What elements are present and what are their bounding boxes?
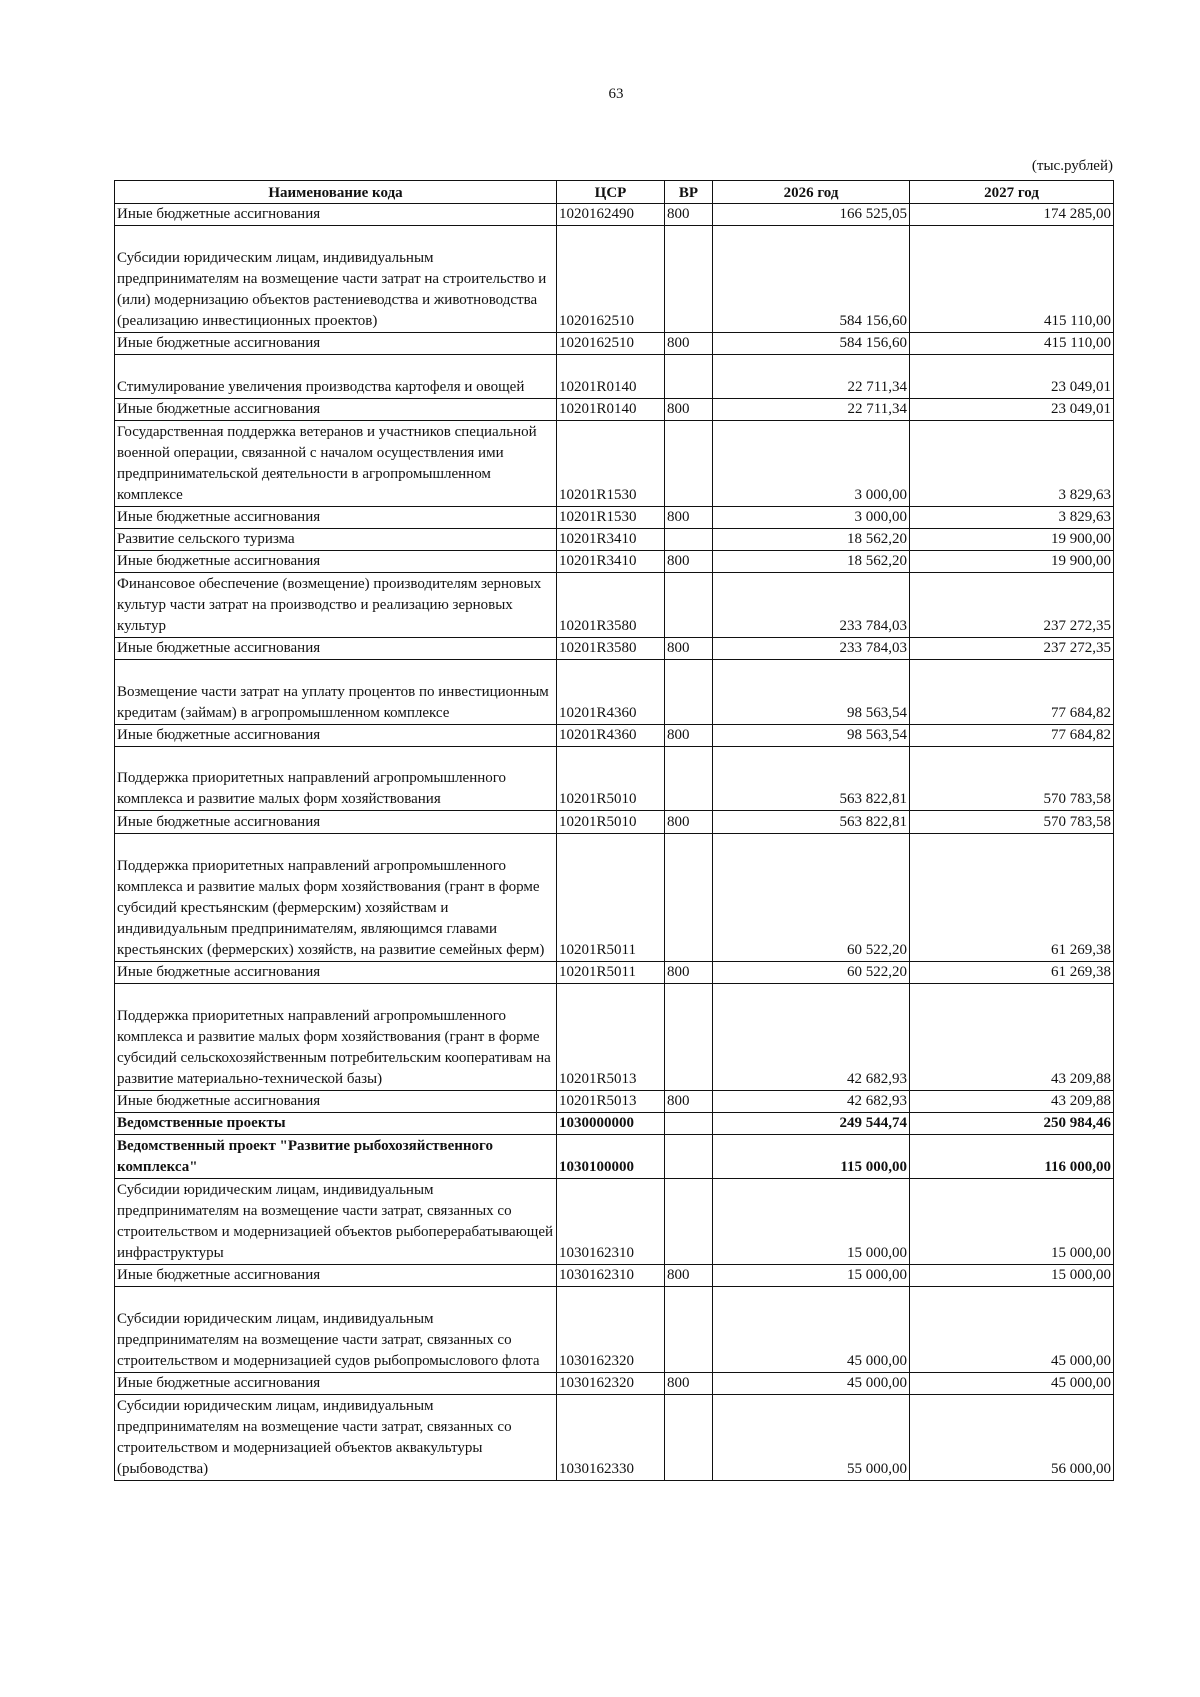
row-2026-cell: 60 522,20 [713, 833, 910, 961]
row-vr-cell: 800 [665, 811, 713, 833]
row-2026-cell: 563 822,81 [713, 746, 910, 811]
table-header-row [115, 181, 1114, 204]
table-row [115, 637, 1114, 659]
row-name-cell: Возмещение части затрат на уплату процентов по инвестиционным кредитам (займам) в агропромышленном комплексе [115, 660, 557, 725]
row-2026-cell: 45 000,00 [713, 1372, 910, 1394]
row-vr-cell: 800 [665, 398, 713, 420]
row-vr-cell [665, 1113, 713, 1135]
row-vr-cell [665, 660, 713, 725]
table-row [115, 333, 1114, 355]
table-row [115, 1286, 1114, 1372]
row-name-cell: Финансовое обеспечение (возмещение) производителям зерновых культур части затрат на производство и реализацию зерновых культур [115, 573, 557, 638]
row-name-cell: Иные бюджетные ассигнования [115, 637, 557, 659]
table-row [115, 1372, 1114, 1394]
row-name-cell: Поддержка приоритетных направлений агропромышленного комплекса и развитие малых форм хозяйствования (грант в форме субсидий крестьянским (фермерским) хозяйствам и индивидуальным предпринимателям, являющимся главами крестьянских (фермерских) хозяйств, на развитие семейных ферм) [115, 833, 557, 961]
table-row [115, 355, 1114, 398]
table-row [115, 1113, 1114, 1135]
row-2027-cell: 19 900,00 [910, 528, 1114, 550]
row-vr-cell: 800 [665, 724, 713, 746]
row-csr-cell: 10201R5013 [557, 1091, 665, 1113]
row-2027-cell: 77 684,82 [910, 724, 1114, 746]
row-2026-cell: 15 000,00 [713, 1178, 910, 1264]
budget-table [114, 180, 1114, 1481]
table-row [115, 1178, 1114, 1264]
row-name-cell: Иные бюджетные ассигнования [115, 811, 557, 833]
row-vr-cell: 800 [665, 1264, 713, 1286]
row-vr-cell: 800 [665, 1091, 713, 1113]
table-row [115, 961, 1114, 983]
row-csr-cell: 10201R4360 [557, 724, 665, 746]
row-2027-cell: 415 110,00 [910, 226, 1114, 333]
row-name-cell: Иные бюджетные ассигнования [115, 551, 557, 573]
row-2027-cell: 237 272,35 [910, 637, 1114, 659]
row-csr-cell: 1020162510 [557, 333, 665, 355]
table-body [115, 204, 1114, 1481]
row-csr-cell: 10201R0140 [557, 355, 665, 398]
row-vr-cell [665, 1135, 713, 1178]
row-2026-cell: 233 784,03 [713, 573, 910, 638]
row-name-cell: Субсидии юридическим лицам, индивидуальным предпринимателям на возмещение части затрат, связанных со строительством и модернизацией судов рыбопромыслового флота [115, 1286, 557, 1372]
row-csr-cell: 1020162510 [557, 226, 665, 333]
page-number: 63 [608, 86, 624, 102]
row-vr-cell [665, 355, 713, 398]
row-2027-cell: 23 049,01 [910, 398, 1114, 420]
row-csr-cell: 1030162310 [557, 1178, 665, 1264]
row-csr-cell: 10201R5010 [557, 811, 665, 833]
table-row [115, 660, 1114, 725]
row-csr-cell: 1030100000 [557, 1135, 665, 1178]
row-vr-cell: 800 [665, 204, 713, 226]
table-row [115, 984, 1114, 1091]
row-name-cell: Иные бюджетные ассигнования [115, 961, 557, 983]
row-vr-cell: 800 [665, 551, 713, 573]
row-2026-cell: 584 156,60 [713, 333, 910, 355]
row-csr-cell: 1030162330 [557, 1394, 665, 1480]
row-2026-cell: 584 156,60 [713, 226, 910, 333]
row-name-cell: Иные бюджетные ассигнования [115, 1091, 557, 1113]
row-csr-cell: 10201R4360 [557, 660, 665, 725]
row-2027-cell: 61 269,38 [910, 833, 1114, 961]
row-vr-cell [665, 573, 713, 638]
table-row [115, 551, 1114, 573]
row-vr-cell: 800 [665, 333, 713, 355]
row-name-cell: Поддержка приоритетных направлений агропромышленного комплекса и развитие малых форм хозяйствования (грант в форме субсидий сельскохозяйственным потребительским кооперативам на развитие материально-технической базы) [115, 984, 557, 1091]
row-name-cell: Государственная поддержка ветеранов и участников специальной военной операции, связанной с началом осуществления ими предпринимательской деятельности в агропромышленном комплексе [115, 420, 557, 506]
row-2027-cell: 45 000,00 [910, 1372, 1114, 1394]
table-row [115, 1264, 1114, 1286]
row-vr-cell: 800 [665, 506, 713, 528]
row-csr-cell: 10201R3580 [557, 637, 665, 659]
row-2026-cell: 115 000,00 [713, 1135, 910, 1178]
table-row [115, 528, 1114, 550]
row-vr-cell: 800 [665, 1372, 713, 1394]
units-label: (тыс.рублей) [1031, 158, 1113, 174]
row-name-cell: Поддержка приоритетных направлений агропромышленного комплекса и развитие малых форм хозяйствования [115, 746, 557, 811]
row-2026-cell: 18 562,20 [713, 551, 910, 573]
row-2026-cell: 60 522,20 [713, 961, 910, 983]
row-2026-cell: 42 682,93 [713, 984, 910, 1091]
row-csr-cell: 1020162490 [557, 204, 665, 226]
table-row [115, 811, 1114, 833]
header-name: Наименование кода [115, 181, 557, 204]
table-row [115, 746, 1114, 811]
row-2027-cell: 56 000,00 [910, 1394, 1114, 1480]
row-2027-cell: 250 984,46 [910, 1113, 1114, 1135]
row-csr-cell: 10201R1530 [557, 420, 665, 506]
table-row [115, 1394, 1114, 1480]
row-2026-cell: 18 562,20 [713, 528, 910, 550]
row-vr-cell [665, 420, 713, 506]
row-csr-cell: 1030162310 [557, 1264, 665, 1286]
row-name-cell: Иные бюджетные ассигнования [115, 1264, 557, 1286]
row-vr-cell [665, 1286, 713, 1372]
table-row [115, 506, 1114, 528]
row-csr-cell: 10201R5013 [557, 984, 665, 1091]
row-2027-cell: 15 000,00 [910, 1264, 1114, 1286]
row-2027-cell: 61 269,38 [910, 961, 1114, 983]
table-row [115, 1135, 1114, 1178]
row-2027-cell: 43 209,88 [910, 984, 1114, 1091]
row-name-cell: Иные бюджетные ассигнования [115, 724, 557, 746]
table-row [115, 398, 1114, 420]
row-2026-cell: 563 822,81 [713, 811, 910, 833]
table-row [115, 1091, 1114, 1113]
row-csr-cell: 1030000000 [557, 1113, 665, 1135]
row-2026-cell: 166 525,05 [713, 204, 910, 226]
row-name-cell: Субсидии юридическим лицам, индивидуальным предпринимателям на возмещение части затрат, связанных со строительством и модернизацией объектов аквакультуры (рыбоводства) [115, 1394, 557, 1480]
row-csr-cell: 10201R5011 [557, 833, 665, 961]
row-2026-cell: 98 563,54 [713, 660, 910, 725]
row-2026-cell: 98 563,54 [713, 724, 910, 746]
row-name-cell: Ведомственный проект "Развитие рыбохозяйственного комплекса" [115, 1135, 557, 1178]
row-2026-cell: 45 000,00 [713, 1286, 910, 1372]
row-2027-cell: 174 285,00 [910, 204, 1114, 226]
row-name-cell: Иные бюджетные ассигнования [115, 333, 557, 355]
row-vr-cell: 800 [665, 637, 713, 659]
row-2027-cell: 3 829,63 [910, 506, 1114, 528]
header-2027: 2027 год [910, 181, 1114, 204]
row-2027-cell: 15 000,00 [910, 1178, 1114, 1264]
row-2027-cell: 570 783,58 [910, 746, 1114, 811]
row-name-cell: Иные бюджетные ассигнования [115, 398, 557, 420]
table-row [115, 724, 1114, 746]
row-2026-cell: 22 711,34 [713, 355, 910, 398]
table-row [115, 204, 1114, 226]
row-2027-cell: 23 049,01 [910, 355, 1114, 398]
row-vr-cell [665, 1178, 713, 1264]
row-name-cell: Иные бюджетные ассигнования [115, 204, 557, 226]
row-2027-cell: 3 829,63 [910, 420, 1114, 506]
row-csr-cell: 10201R3580 [557, 573, 665, 638]
row-2027-cell: 237 272,35 [910, 573, 1114, 638]
row-name-cell: Субсидии юридическим лицам, индивидуальным предпринимателям на возмещение части затрат, связанных со строительством и модернизацией объектов рыбоперерабатывающей инфраструктуры [115, 1178, 557, 1264]
table-row [115, 420, 1114, 506]
row-2027-cell: 116 000,00 [910, 1135, 1114, 1178]
row-csr-cell: 10201R0140 [557, 398, 665, 420]
row-name-cell: Иные бюджетные ассигнования [115, 1372, 557, 1394]
row-vr-cell: 800 [665, 961, 713, 983]
row-csr-cell: 10201R3410 [557, 528, 665, 550]
row-vr-cell [665, 746, 713, 811]
table-row [115, 573, 1114, 638]
row-2027-cell: 19 900,00 [910, 551, 1114, 573]
table-row [115, 833, 1114, 961]
row-2027-cell: 45 000,00 [910, 1286, 1114, 1372]
row-2027-cell: 415 110,00 [910, 333, 1114, 355]
row-name-cell: Развитие сельского туризма [115, 528, 557, 550]
row-2027-cell: 43 209,88 [910, 1091, 1114, 1113]
row-name-cell: Ведомственные проекты [115, 1113, 557, 1135]
row-2026-cell: 42 682,93 [713, 1091, 910, 1113]
header-2026: 2026 год [713, 181, 910, 204]
row-vr-cell [665, 1394, 713, 1480]
row-name-cell: Стимулирование увеличения производства картофеля и овощей [115, 355, 557, 398]
row-csr-cell: 10201R5011 [557, 961, 665, 983]
table-row [115, 226, 1114, 333]
row-2026-cell: 233 784,03 [713, 637, 910, 659]
row-vr-cell [665, 833, 713, 961]
row-vr-cell [665, 984, 713, 1091]
row-name-cell: Субсидии юридическим лицам, индивидуальным предпринимателям на возмещение части затрат на строительство и (или) модернизацию объектов растениеводства и животноводства (реализацию инвестиционных проектов) [115, 226, 557, 333]
row-name-cell: Иные бюджетные ассигнования [115, 506, 557, 528]
header-vr: ВР [665, 181, 713, 204]
row-csr-cell: 10201R1530 [557, 506, 665, 528]
row-2026-cell: 15 000,00 [713, 1264, 910, 1286]
header-csr: ЦСР [557, 181, 665, 204]
row-2026-cell: 22 711,34 [713, 398, 910, 420]
row-csr-cell: 10201R5010 [557, 746, 665, 811]
row-2026-cell: 55 000,00 [713, 1394, 910, 1480]
row-csr-cell: 1030162320 [557, 1372, 665, 1394]
row-csr-cell: 10201R3410 [557, 551, 665, 573]
row-2027-cell: 570 783,58 [910, 811, 1114, 833]
row-2027-cell: 77 684,82 [910, 660, 1114, 725]
row-2026-cell: 3 000,00 [713, 420, 910, 506]
row-vr-cell [665, 226, 713, 333]
row-csr-cell: 1030162320 [557, 1286, 665, 1372]
row-vr-cell [665, 528, 713, 550]
row-2026-cell: 3 000,00 [713, 506, 910, 528]
row-2026-cell: 249 544,74 [713, 1113, 910, 1135]
